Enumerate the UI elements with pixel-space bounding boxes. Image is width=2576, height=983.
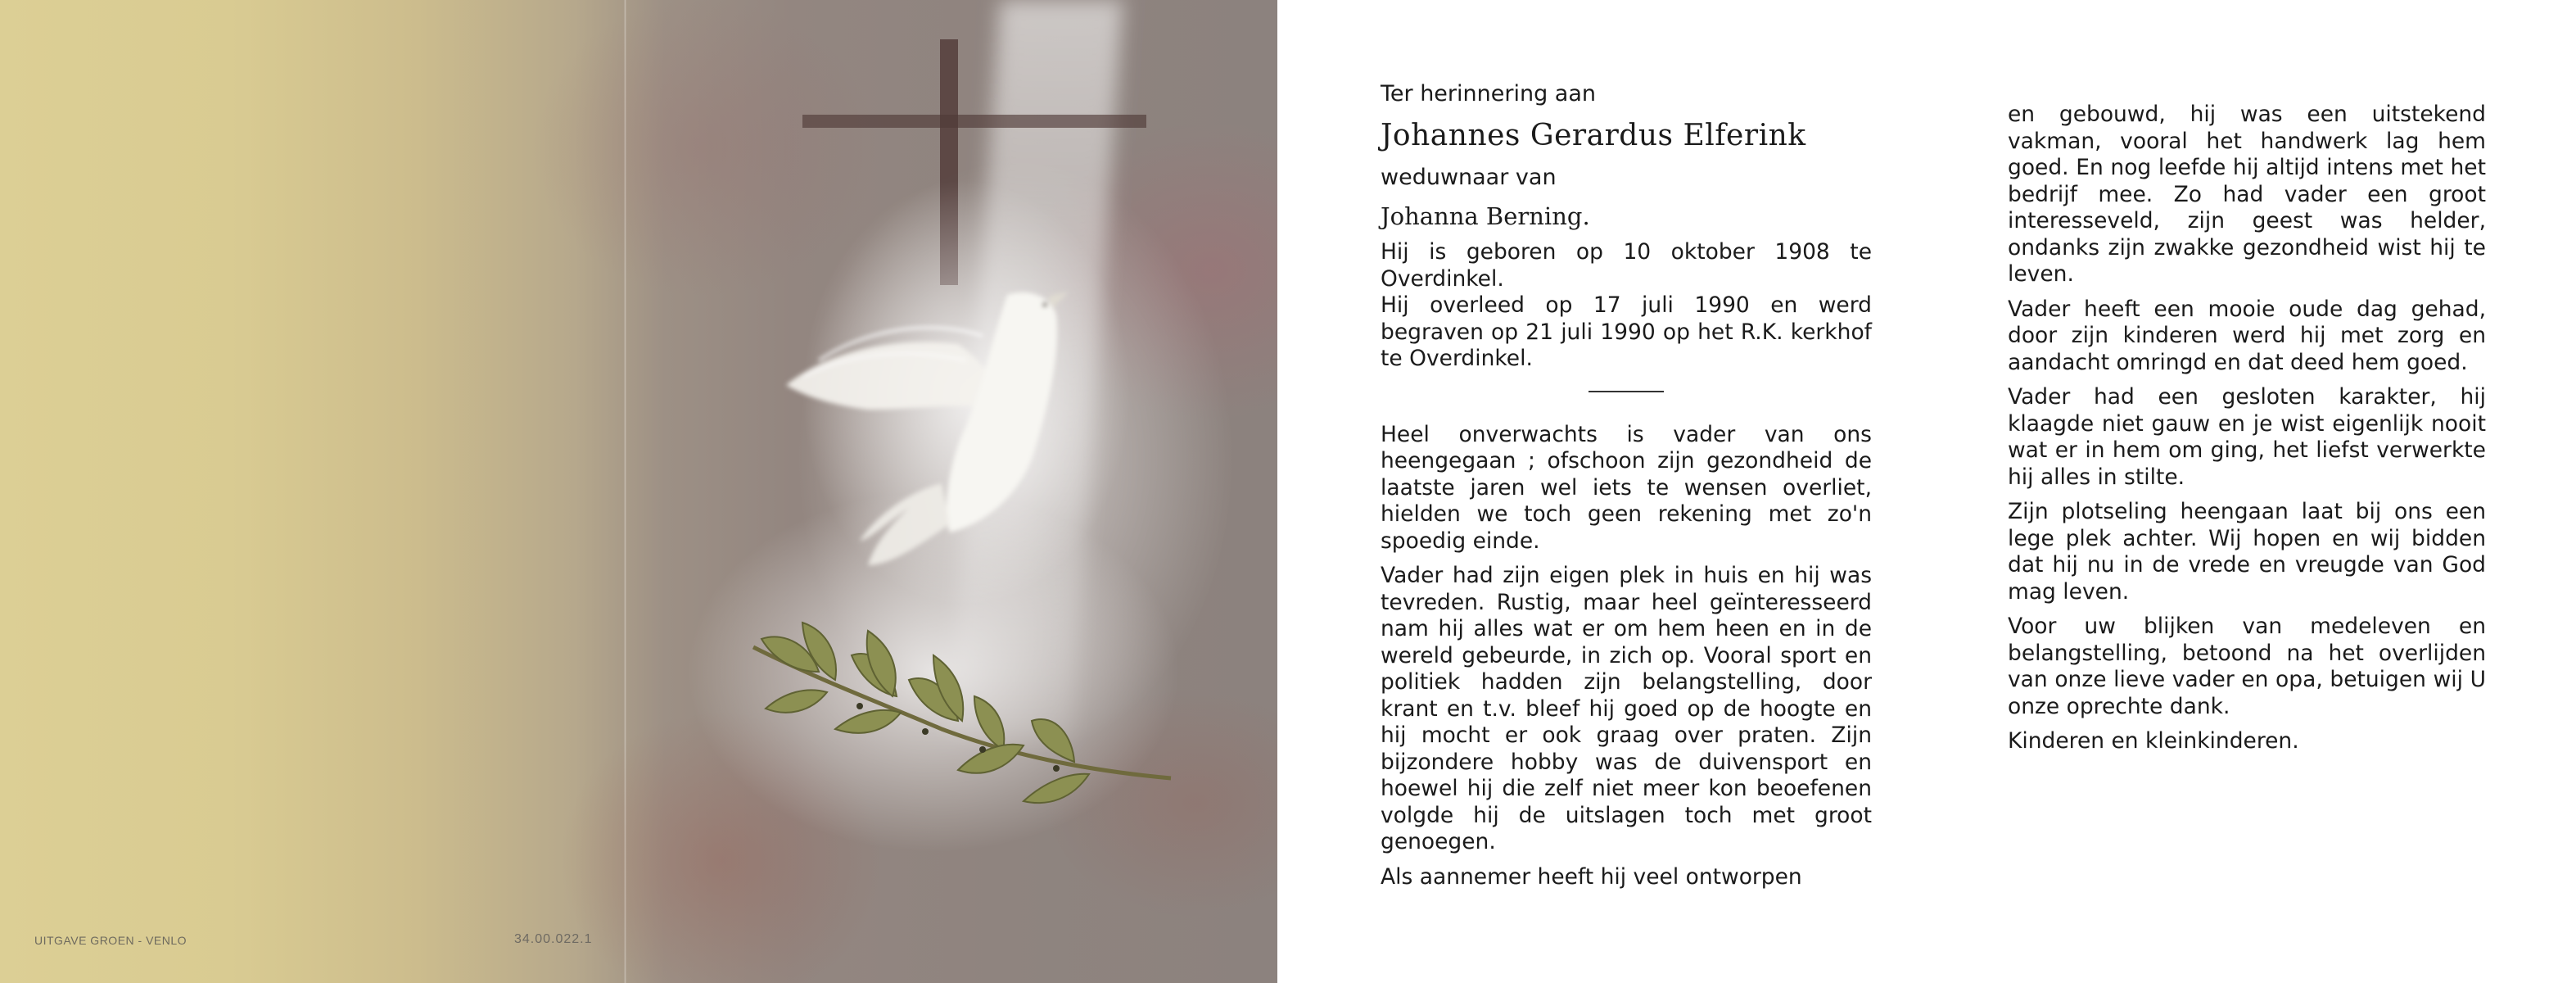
card-text-right [2008,102,2486,763]
birth-line: Hij is geboren op 10 oktober 1908 te Overdinkel. [1381,239,1872,292]
publisher-imprint: UITGAVE GROEN - VENLO [34,934,188,947]
signoff: Kinderen en kleinkinderen. [2008,728,2299,754]
thanks-note: Voor uw blijken van medeleven en belangstelling, betoond na het overlijden van onze lieve vader en opa, betuigen wij U onze oprechte dank. [2008,614,2486,719]
paragraph: Als aannemer heeft hij veel ontworpen [1381,863,1802,890]
paragraph: Vader had een gesloten karakter, hij klaagde niet gauw en je wist eigenlijk nooit wat er in hem om ging, het liefst verwerkte hij alles in stilte. [2008,384,2486,490]
death-line: Hij overleed op 17 juli 1990 en werd begraven op 21 juli 1990 op het R.K. kerkhof te Overdinkel. [1381,292,1872,371]
cover-illustration [0,0,1277,983]
divider-line [1589,391,1664,392]
card-text-left [1381,79,1872,899]
paragraph: Zijn plotseling heengaan laat bij ons een lege plek achter. Wij hopen en wij bidden dat hij nu in de vrede en vreugde van God mag leven. [2008,499,2486,605]
card-cover [0,0,1277,983]
deceased-name: Johannes Gerardus Elferink [1381,119,1806,152]
spouse-name: Johanna Berning. [1381,202,1590,230]
relation-line: weduwnaar van [1381,165,1557,190]
paragraph: en gebouwd, hij was een uitstekend vakman, vooral het handwerk lag hem goed. En nog leefde hij altijd intens met het bedrijf mee. Zo had vader een groot interesseveld, zijn geest was helder, ondanks zijn zwakke gezondheid wist hij te leven. [2008,102,2486,287]
intro-line: Ter herinnering aan [1381,81,1596,106]
paragraph: Heel onverwachts is vader van ons heengegaan ; ofschoon zijn gezondheid de laatste jaren wel iets te wensen overliet, hielden we toch geen rekening met zo'n spoedig einde. [1381,421,1872,554]
paragraph: Vader heeft een mooie oude dag gehad, door zijn kinderen werd hij met zorg en aandacht omringd en dat deed hem goed. [2008,296,2486,375]
paragraph: Vader had zijn eigen plek in huis en hij was tevreden. Rustig, maar heel geïnteresseerd nam hij alles wat er om hem heen en in de wereld gebeurde, in zich op. Vooral sport en politiek hadden zijn belangstelling, door krant en t.v. bleef hij goed op de hoogte en hij mocht er ook graag over praten. Zijn bijzondere hobby was de duivensport en hoewel hij die zelf niet meer kon beoefenen volgde hij de uitslagen toch met groot genoegen. [1381,563,1872,854]
catalog-number: 34.00.022.1 [514,932,593,946]
